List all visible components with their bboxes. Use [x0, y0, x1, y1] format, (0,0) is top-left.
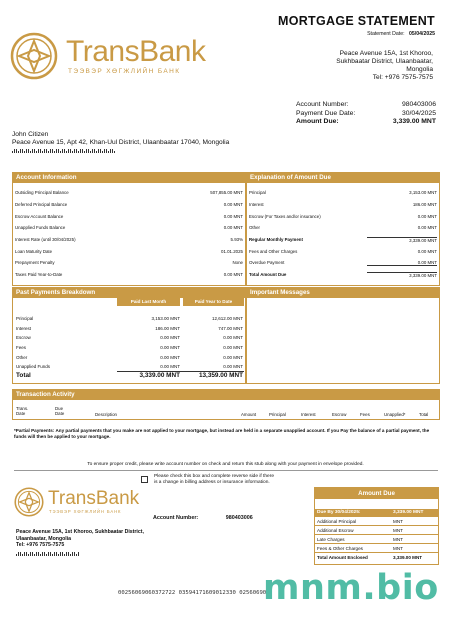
stub-divider: [14, 470, 438, 471]
col-fees: Fees: [360, 412, 370, 417]
past-payments-last: 0.00 MNT: [160, 335, 180, 341]
account-information-panel: [12, 172, 246, 286]
past-payments-row: [16, 314, 243, 324]
account-info-row: [13, 257, 245, 269]
account-info-value: 5.93%: [230, 237, 243, 243]
account-info-label: Taxes Paid Year-to-Date: [15, 272, 63, 278]
col-escrow: Escrow: [332, 412, 347, 417]
stub-address-line-1: Peace Avenue 15A, 1st Khoroo, Sukhbaatar District,: [16, 529, 144, 535]
account-info-label: Prepayment Penalty: [15, 260, 55, 266]
watermark: mnm.bio: [263, 568, 439, 608]
account-info-row: [13, 210, 245, 222]
stub-total-label: Total Amount Enclosed: [317, 555, 368, 560]
account-info-row: [13, 187, 245, 199]
past-payments-label: Unapplied Funds: [16, 364, 51, 370]
account-info-row: [13, 245, 245, 257]
past-payments-label: Principal: [16, 316, 34, 322]
past-payments-rows: [16, 314, 243, 372]
transbank-emblem-icon: [14, 487, 44, 517]
amount-due-row: [247, 222, 439, 234]
col-interest: Interest: [301, 412, 316, 417]
amount-due-row-label: Overdue Payment: [249, 260, 285, 266]
amount-due-row-value: 0.00 MNT: [367, 260, 437, 266]
col-amount: Amount: [241, 412, 257, 417]
past-payments-row: [16, 333, 243, 343]
amount-due-row: [247, 187, 439, 199]
account-info-label: Deferred Principal Balance: [15, 202, 68, 208]
transbank-emblem-icon: [10, 32, 58, 80]
account-info-value: 0.00 MNT: [223, 202, 243, 208]
past-payments-total-last: 3,339.00 MNT: [139, 372, 180, 379]
account-info-value: 507,855.00 MNT: [210, 190, 243, 196]
logo-tagline: ТЭЭВЭР ХӨГЖЛИЙН БАНК: [68, 68, 181, 75]
micr-line: 00256069060372722 03594171609012330 02560690: [118, 590, 267, 596]
account-info-label: Loan Maturity Date: [15, 248, 53, 254]
stub-row-value: MNT: [393, 528, 403, 533]
past-payments-label: Other: [16, 354, 28, 360]
amount-due-row-label: Regular Monthly Payment: [249, 237, 303, 243]
stub-row: [315, 517, 438, 526]
amount-due-row: [247, 234, 439, 246]
amount-due-row-value: 0.00 MNT: [417, 213, 437, 219]
stub-row-label: Fees & Other Charges: [317, 546, 363, 551]
customer-name: John Citizen: [12, 131, 49, 138]
account-info-label: Interest Rate (until 30/04/2025): [15, 237, 76, 243]
col-description: Description: [95, 412, 117, 417]
account-info-label: Outsiding Principal Balance: [15, 190, 69, 196]
amount-due-row: [247, 257, 439, 269]
statement-title: MORTGAGE STATEMENT: [277, 14, 435, 28]
stub-logo-name: TransBank: [48, 488, 140, 509]
statement-date: [367, 31, 435, 37]
account-info-value: 0.00 MNT: [223, 225, 243, 231]
amount-due-row-label: Escrow (For Taxes and/or insurance): [249, 213, 321, 219]
stub-amount-due-panel: [314, 487, 439, 565]
bank-address-line-2: Sukhbaatar District, Ulaanbaatar,: [336, 58, 433, 65]
past-payments-col-last-month: Paid Last Month: [117, 298, 180, 306]
stub-row: [315, 544, 438, 553]
amount-due-row-value: 3,153.00 MNT: [409, 190, 437, 196]
stub-account-number: [153, 515, 253, 521]
account-info-row: [13, 234, 245, 246]
amount-due-label: Amount Due:: [296, 118, 339, 126]
amount-due-row-label: Other: [249, 225, 260, 231]
amount-due-row-value: 3,339.00 MNT: [367, 272, 437, 278]
address-change-note-2: is a change in billing address or insurance information.: [154, 480, 270, 485]
past-payments-ytd: 0.00 MNT: [223, 364, 243, 370]
col-due-date: Due Date: [55, 406, 65, 416]
amount-due-row-label: Interest: [249, 202, 264, 208]
past-payments-ytd: 0.00 MNT: [223, 335, 243, 341]
past-payments-title: Past Payments Breakdown: [13, 288, 245, 298]
past-payments-total-label: Total: [16, 372, 31, 379]
stub-row-value: MNT: [393, 546, 403, 551]
col-total: Total: [419, 412, 429, 417]
transaction-activity-panel: [12, 389, 440, 420]
account-number-value: 980403006: [401, 101, 436, 108]
stub-logo-tagline: ТЭЭВЭР ХӨГЖЛИЙН БАНК: [49, 509, 122, 514]
stub-row-label: Additional Principal: [317, 519, 357, 524]
amount-due-row-label: Total Amount Due: [249, 272, 287, 278]
stub-phone: Tel: +976 7575-7575: [16, 542, 65, 549]
bank-address: [336, 50, 433, 82]
past-payments-row: [16, 343, 243, 353]
past-payments-ytd: 12,612.00 MNT: [211, 316, 243, 322]
account-info-label: Unapplied Funds Balance: [15, 225, 66, 231]
bank-phone: Tel: +976 7575-7575: [372, 74, 433, 81]
amount-due-row-value: 0.00 MNT: [417, 225, 437, 231]
partial-payments-footnote: *Partial Payments: Any partial payments that you make are not applied to your mortgage, but instead are held in a separate unapplied account. If you Pay the balance of a partial payment, the funds will then be applied to your mortgage.: [14, 428, 430, 439]
stub-row: [315, 526, 438, 535]
amount-due-row-label: Fees and Other Charges: [249, 248, 298, 254]
stub-bank-address: [16, 529, 144, 556]
amount-due-row-value: 0.00 MNT: [417, 248, 437, 254]
past-payments-ytd: 747.00 MNT: [218, 325, 243, 331]
amount-due-row-value: 186.00 MNT: [412, 202, 437, 208]
due-date-label: Payment Due Date:: [296, 109, 356, 117]
account-information-title: Account Information: [13, 173, 245, 183]
stub-row: [315, 535, 438, 544]
stub-account-number-label: Account Number:: [153, 515, 199, 521]
col-principal: Principal: [269, 412, 286, 417]
stub-logo: [14, 487, 144, 517]
address-change-note-1: Please check this box and complete reverse side if there: [154, 474, 274, 479]
past-payments-label: Fees: [16, 345, 27, 351]
account-info-value: 0.00 MNT: [223, 272, 243, 278]
account-number-label: Account Number:: [296, 101, 349, 108]
address-change-note: [154, 474, 274, 486]
past-payments-last: 186.00 MNT: [155, 325, 180, 331]
stub-due-by-row: [315, 509, 438, 517]
due-date-value: 30/04/2025: [401, 109, 436, 117]
past-payments-ytd: 0.00 MNT: [223, 345, 243, 351]
account-info-label: Escrow Account Balance: [15, 213, 64, 219]
bank-address-line-1: Peace Avenue 15A, 1st Khoroo,: [339, 50, 433, 57]
stub-amount-due-title: Amount Due: [315, 488, 438, 499]
past-payments-total-ytd: 13,359.00 MNT: [198, 372, 243, 379]
past-payments-label: Interest: [16, 325, 32, 331]
col-trans-date: Trans. Date: [16, 406, 29, 416]
bank-address-line-3: Mongolia: [406, 66, 433, 73]
past-payments-row: [16, 352, 243, 362]
stub-due-by-label: Due By 30/04/2025:: [317, 510, 361, 515]
important-messages-panel: [246, 287, 440, 384]
stub-row-value: MNT: [393, 519, 403, 524]
stub-total-value: 3,339.00 MNT: [393, 555, 423, 560]
postal-barcode-icon: [12, 149, 117, 153]
account-info-value: None: [232, 260, 243, 266]
amount-due-row: [247, 269, 439, 281]
past-payments-last: 0.00 MNT: [160, 345, 180, 351]
stub-row-value: MNT: [393, 537, 403, 542]
account-info-value: 01.01.2025: [221, 248, 243, 254]
stub-row-label: Late Charges: [317, 537, 345, 542]
account-summary: [296, 101, 436, 127]
stub-address-line-2: Ulaanbaatar, Mongolia: [16, 535, 72, 542]
transaction-activity-title: Transaction Activity: [13, 390, 439, 400]
amount-due-row: [247, 199, 439, 211]
stub-account-number-value: 980403006: [225, 515, 253, 521]
past-payments-panel: [12, 287, 246, 384]
past-payments-last: 0.00 MNT: [160, 354, 180, 360]
logo-name: TransBank: [66, 35, 206, 68]
amount-due-explanation-title: Explanation of Amount Due: [247, 173, 439, 183]
stub-row-label: Additional Escrow: [317, 528, 354, 533]
past-payments-col-year: Paid Year to Date: [183, 298, 244, 306]
stub-instruction: To ensure proper credit, please write account number on check and return this stub along with your payment in envelope provided.: [87, 462, 364, 467]
stub-due-by-value: 3,339.00 MNT: [393, 510, 424, 515]
address-change-checkbox[interactable]: [141, 476, 148, 483]
amount-due-row: [247, 210, 439, 222]
account-information-rows: [13, 183, 245, 281]
past-payments-last: 3,153.00 MNT: [151, 316, 180, 322]
amount-due-row-value: 3,339.00 MNT: [367, 237, 437, 243]
account-info-row: [13, 269, 245, 281]
statement-date-label: Statement Date:: [367, 31, 405, 37]
customer-block: [12, 131, 229, 153]
important-messages-title: Important Messages: [247, 288, 439, 298]
amount-due-row: [247, 245, 439, 257]
stub-total-row: [315, 553, 438, 562]
stub-postal-barcode-icon: [16, 552, 80, 556]
stub-rows: [315, 517, 438, 553]
amount-due-explanation-panel: [246, 172, 440, 286]
past-payments-row: [16, 324, 243, 334]
col-unapplied: Unapplied*: [384, 412, 406, 417]
statement-date-value: 05/04/2025: [409, 31, 435, 37]
past-payments-last: 0.00 MNT: [160, 364, 180, 370]
account-info-row: [13, 222, 245, 234]
amount-due-value: 3,339.00 MNT: [392, 118, 436, 126]
amount-due-explanation-rows: [247, 183, 439, 281]
account-info-row: [13, 199, 245, 211]
past-payments-label: Escrow: [16, 335, 31, 341]
past-payments-ytd: 0.00 MNT: [223, 354, 243, 360]
amount-due-row-label: Principal: [249, 190, 266, 196]
account-info-value: 0.00 MNT: [223, 213, 243, 219]
past-payments-total: [16, 372, 243, 379]
bank-logo: [10, 32, 220, 80]
customer-address: Peace Avenue 15, Apt 42, Khan-Uul District, Ulaanbaatar 17040, Mongolia: [12, 139, 230, 146]
